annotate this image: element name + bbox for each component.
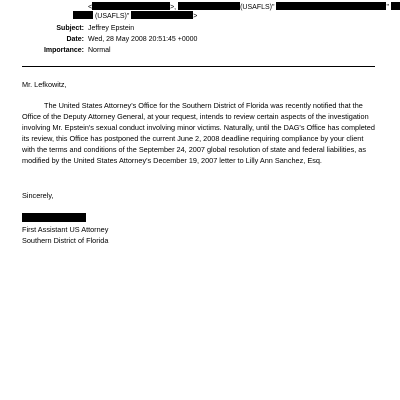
subject-row [0,24,400,33]
importance-value: Normal [88,47,111,54]
letter-paragraph [22,100,378,166]
salutation: Mr. Lefkowitz, [22,80,67,89]
recipients-suffix: (USAFLS)" [94,13,130,20]
redaction-box [276,2,386,10]
subject-value: Jeffrey Epstein [88,25,135,32]
redaction-box [92,2,170,10]
subject-label: Subject: [56,25,84,32]
redaction-box [73,11,93,19]
signature-office: Southern District of Florida [22,236,109,245]
redaction-box [178,2,240,10]
paragraph-text: The United States Attorney's Office for the Southern District of Florida was recently notified that the Office of the Deputy Attorney General, at your request, intends to review certain aspects of the investigation involving Mr. Epstein's sexual conduct involving minor victims. Naturally, until the DAG's Office has completed its review, this Office has postponed the current June 2, 2008 deadline requiring compliance by your client with the terms and conditions of the September 24, 2007 global resolution of state and federal liabilities, as modified by the United States Attorney's December 19, 2007 letter to Lilly Ann Sanchez, Esq. [22,101,375,165]
recipients-line-2 [73,11,197,21]
signature-redaction [22,213,86,222]
recipients-suffix: (USAFLS)" [240,4,275,11]
redaction-box [131,11,193,19]
header-divider [22,66,375,67]
closing: Sincerely, [22,191,54,200]
date-label: Date: [66,36,84,43]
date-value: Wed, 28 May 2008 20:51:45 +0000 [88,36,198,43]
recipients-separator: >, [170,4,177,11]
redaction-box [391,2,400,10]
recipients-suffix: " [386,4,389,11]
signature-title: First Assistant US Attorney [22,225,109,234]
importance-row [0,46,400,55]
recipients-close: > [193,13,198,20]
date-row [0,35,400,44]
recipients-open: < [88,4,93,11]
importance-label: Importance: [43,47,84,54]
